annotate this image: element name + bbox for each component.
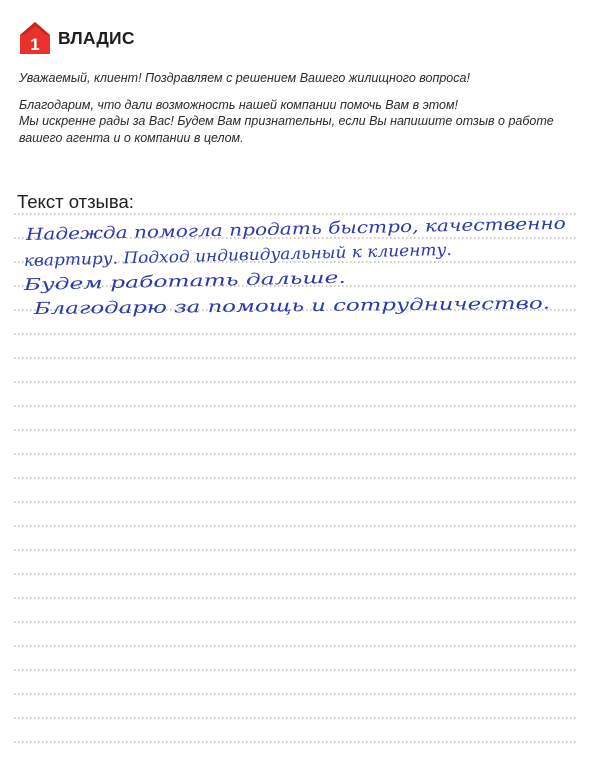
handwritten-line-2: квартиру. Подход индивидуальный к клиенту. xyxy=(23,240,428,270)
handwritten-review xyxy=(12,196,578,326)
brand-name: ВЛАДИС xyxy=(58,27,135,48)
company-logo xyxy=(18,20,135,56)
thanks-line: Благодарим, что дали возможность нашей компании помочь Вам в этом! xyxy=(19,97,459,112)
handwritten-line-3: Будем работать дальше. xyxy=(23,270,245,294)
handwritten-line-4: Благодарю за помощь и сотрудничество. xyxy=(33,295,407,318)
intro-text xyxy=(19,70,589,146)
house-logo-icon xyxy=(18,20,52,56)
logo-mark-number: 1 xyxy=(30,35,40,54)
request-line-continued: вашего агента и о компании в целом. xyxy=(19,130,244,145)
greeting-line: Уважаемый, клиент! Поздравляем с решением Вашего жилищного вопроса! xyxy=(19,71,470,85)
handwritten-line-1: Надежда помогла продать быстро, качественно xyxy=(25,215,470,244)
request-line: Мы искренне рады за Вас! Будем Вам признательны, если Вы напишите отзыв о работе xyxy=(19,114,554,128)
review-title: Текст отзыва: xyxy=(17,191,134,213)
